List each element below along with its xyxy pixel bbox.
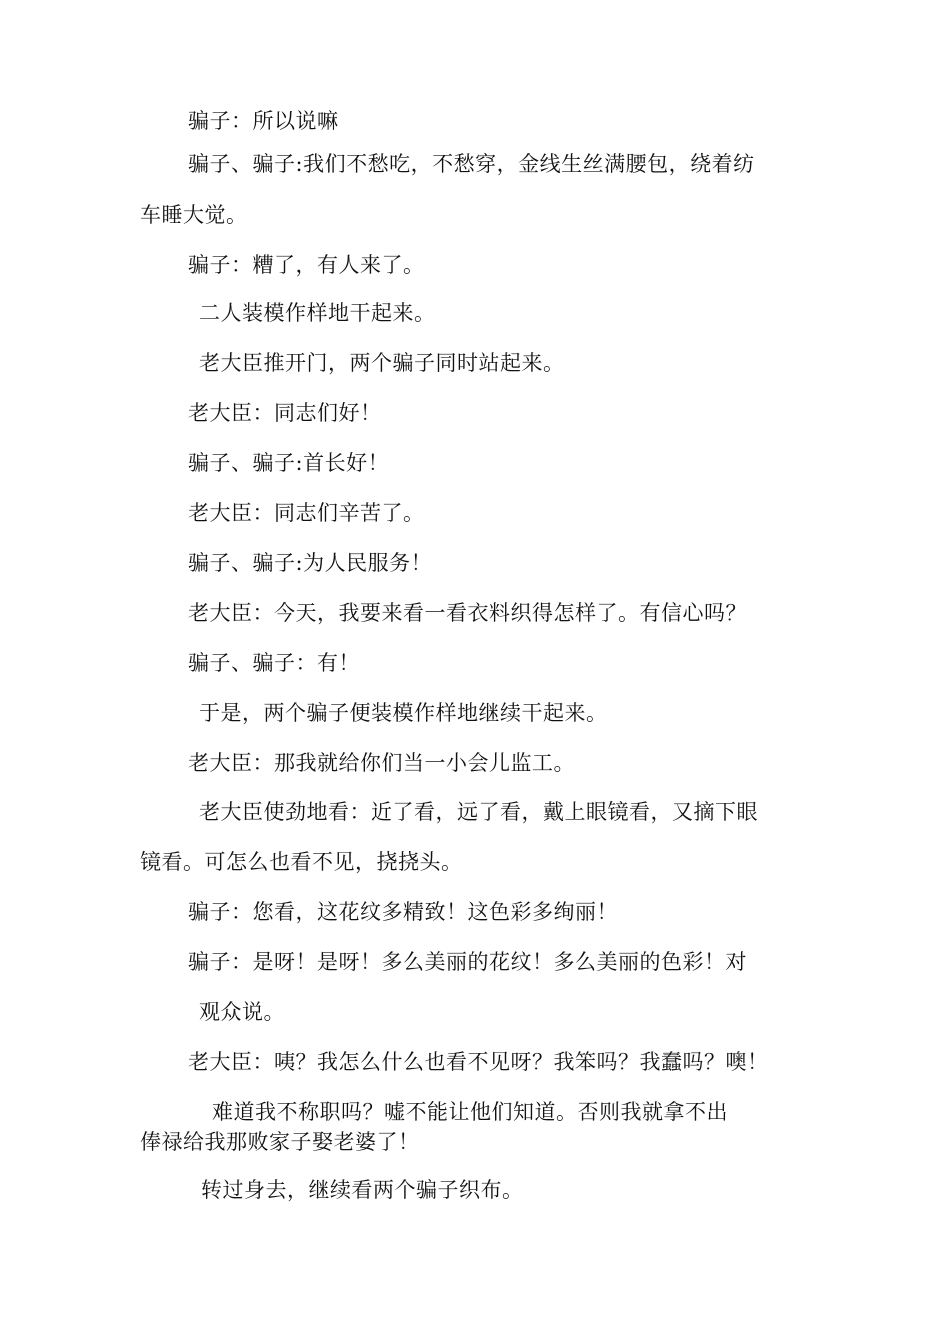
stage-direction: 老大臣推开门，两个骗子同时站起来。 (199, 351, 565, 375)
text-line: 骗子：是呀！是呀！多么美丽的花纹！多么美丽的色彩！对 (188, 950, 747, 974)
text-line: 骗子：所以说嘛 (188, 109, 339, 133)
text-line: 老大臣：今天，我要来看一看衣料织得怎样了。有信心吗？ (188, 601, 747, 625)
stage-direction: 老大臣使劲地看：近了看，远了看，戴上眼镜看，又摘下眼 (199, 800, 758, 824)
text-line: 老大臣：咦？我怎么什么也看不见呀？我笨吗？我蠢吗？噢！ (188, 1050, 769, 1074)
stage-direction: 转过身去，继续看两个骗子织布。 (201, 1178, 524, 1202)
text-line: 骗子：糟了，有人来了。 (188, 253, 425, 277)
text-line: 骗子、骗子：有！ (188, 651, 360, 675)
text-line: 骗子：您看，这花纹多精致！这色彩多绚丽！ (188, 900, 618, 924)
text-line: 老大臣：同志们好！ (188, 401, 382, 425)
text-line: 骗子、骗子:我们不愁吃，不愁穿，金线生丝满腰包，绕着纺 (188, 152, 755, 176)
stage-direction: 于是，两个骗子便装模作样地继续干起来。 (199, 701, 608, 725)
text-line: 老大臣：同志们辛苦了。 (188, 501, 425, 525)
text-line: 车睡大觉。 (140, 203, 248, 227)
text-line: 观众说。 (199, 1000, 285, 1024)
text-line: 老大臣：那我就给你们当一小会儿监工。 (188, 751, 575, 775)
text-line: 骗子、骗子:为人民服务！ (188, 551, 433, 575)
stage-direction: 二人装模作样地干起来。 (199, 301, 436, 325)
text-line: 骗子、骗子:首长好！ (188, 451, 390, 475)
text-line: 俸禄给我那败家子娶老婆了！ (140, 1130, 420, 1154)
text-line: 镜看。可怎么也看不见，挠挠头。 (140, 850, 463, 874)
text-line: 难道我不称职吗？嘘不能让他们知道。否则我就拿不出 (212, 1100, 728, 1124)
